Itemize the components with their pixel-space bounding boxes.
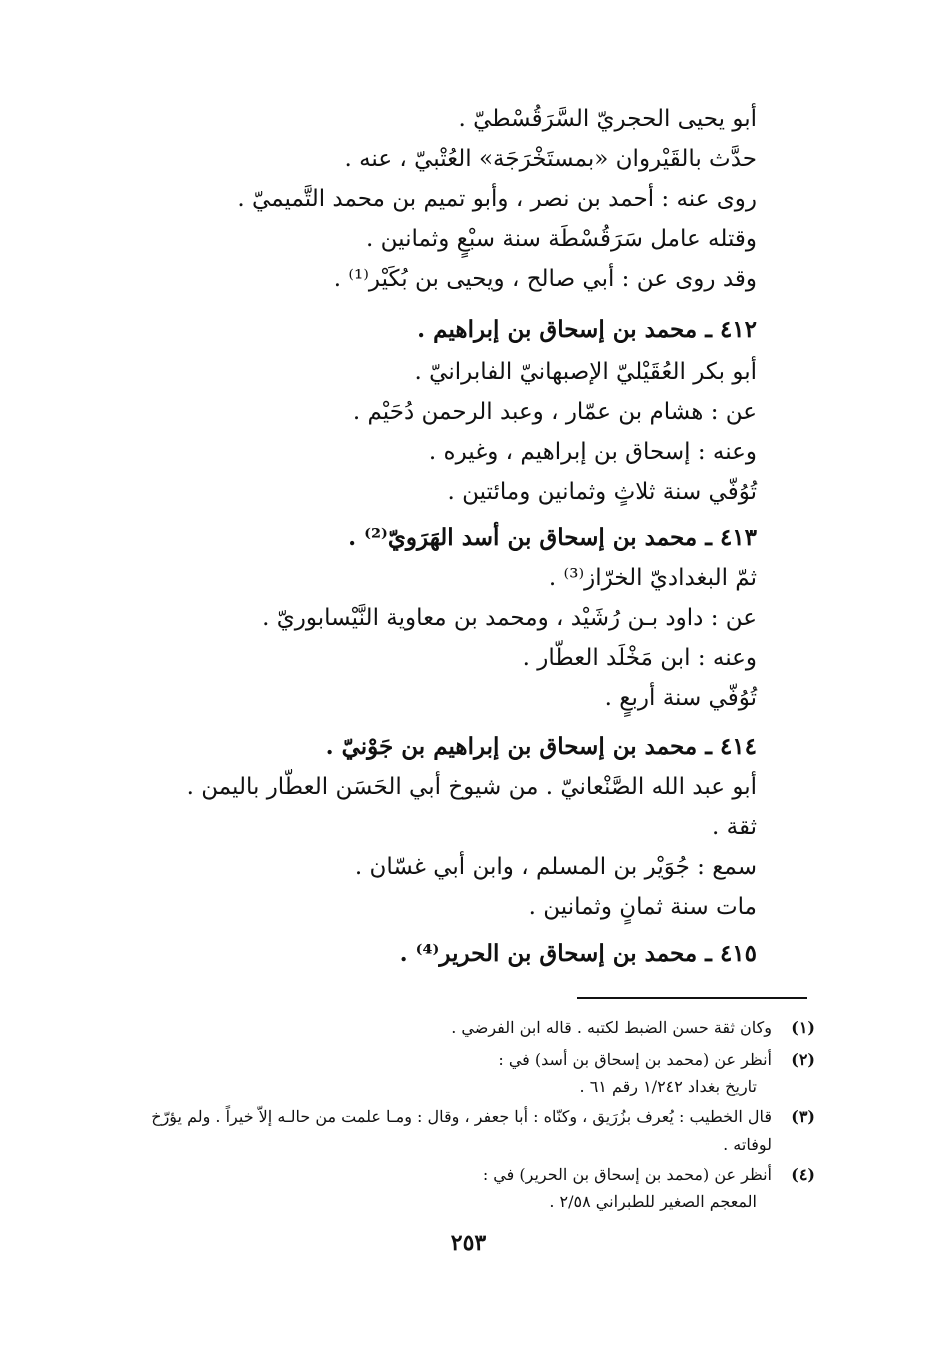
footnote-line: أنظر عن (محمد بن إسحاق بن أسد) في : xyxy=(498,1050,772,1069)
text-line: وقتله عامل سَرَقُسْطَة سنة سبْعٍ وثمانين . xyxy=(366,226,757,252)
footnote-line: لوفاته . xyxy=(723,1135,772,1154)
text-line: روى عنه : أحمد بن نصر ، وأبو تميم بن محمد التَّميميّ . xyxy=(237,186,757,212)
footnote-number: (١) xyxy=(791,1018,815,1037)
text-line: تُوُفّي سنة ثلاثٍ وثمانين ومائتين . xyxy=(447,479,757,505)
footnote-line: قال الخطيب : يُعرف بزُرَيق ، وكنّاه : أبا جعفر ، وقال : ومـا علمت من حالـه إلاّ خيراً . ولم يؤرّخ xyxy=(151,1107,772,1126)
text-line: سمع : جُوَيْر بن المسلم ، وابن أبي غسّان . xyxy=(354,854,757,880)
text-line: ثقة . xyxy=(712,814,757,840)
page-number: ٢٥٣ xyxy=(450,1230,487,1256)
entry-heading-412: ٤١٢ ـ محمد بن إسحاق بن إبراهيم . xyxy=(417,316,757,343)
entry-heading-414: ٤١٤ ـ محمد بن إسحاق بن إبراهيم بن جَوْنيّ . xyxy=(325,733,757,760)
text-line: أبو بكر العُقَيْليّ الإصبهانيّ الفابرانيّ . xyxy=(414,359,757,385)
text-line: تُوُفّي سنة أربعٍ . xyxy=(604,685,757,711)
text-line: أبو يحيى الحجريّ السَّرَقُسْطيّ . xyxy=(458,106,757,132)
text-line: عن : داود بـن رُشَيْد ، ومحمد بن معاوية النَّيْسابوريّ . xyxy=(262,605,757,631)
footnote-line: وكان ثقة حسن الضبط لكتبه . قاله ابن الفرضي . xyxy=(451,1018,772,1037)
text-line: أبو عبد الله الصَّنْعانيّ . من شيوخ أبي الحَسَن العطّار باليمن . xyxy=(186,774,757,800)
footnote-number: (٤) xyxy=(791,1165,815,1184)
text-line: عن : هشام بن عمّار ، وعبد الرحمن دُحَيْم . xyxy=(352,399,757,425)
text-line: وعنه : ابن مَخْلَد العطّار . xyxy=(522,645,757,671)
footnote-number: (٣) xyxy=(791,1107,815,1126)
text-line: وقد روى عن : أبي صالح ، ويحيى بن بُكَيْر⁽¹⁾ . xyxy=(333,266,757,292)
entry-heading-413: ٤١٣ ـ محمد بن إسحاق بن أسد الهَرَويّ⁽²⁾ . xyxy=(348,524,757,551)
entry-heading-415: ٤١٥ ـ محمد بن إسحاق بن الحرير⁽⁴⁾ . xyxy=(399,940,757,967)
footnote-line: أنظر عن (محمد بن إسحاق بن الحرير) في : xyxy=(482,1165,772,1184)
text-line: مات سنة ثمانٍ وثمانين . xyxy=(528,894,757,920)
text-line: حدَّث بالقَيْروان «بمستَخْرَجَة» العُتْبيّ ، عنه . xyxy=(344,146,757,172)
text-line: ثمّ البغداديّ الخرّاز⁽³⁾ . xyxy=(548,565,757,591)
footnote-separator xyxy=(577,997,807,999)
text-line: وعنه : إسحاق بن إبراهيم ، وغيره . xyxy=(428,439,757,465)
footnote-line: المعجم الصغير للطبراني ٢/٥٨ . xyxy=(549,1192,757,1211)
footnote-line: تاريخ بغداد ١/٢٤٢ رقم ٦١ . xyxy=(579,1077,757,1096)
footnote-number: (٢) xyxy=(791,1050,815,1069)
